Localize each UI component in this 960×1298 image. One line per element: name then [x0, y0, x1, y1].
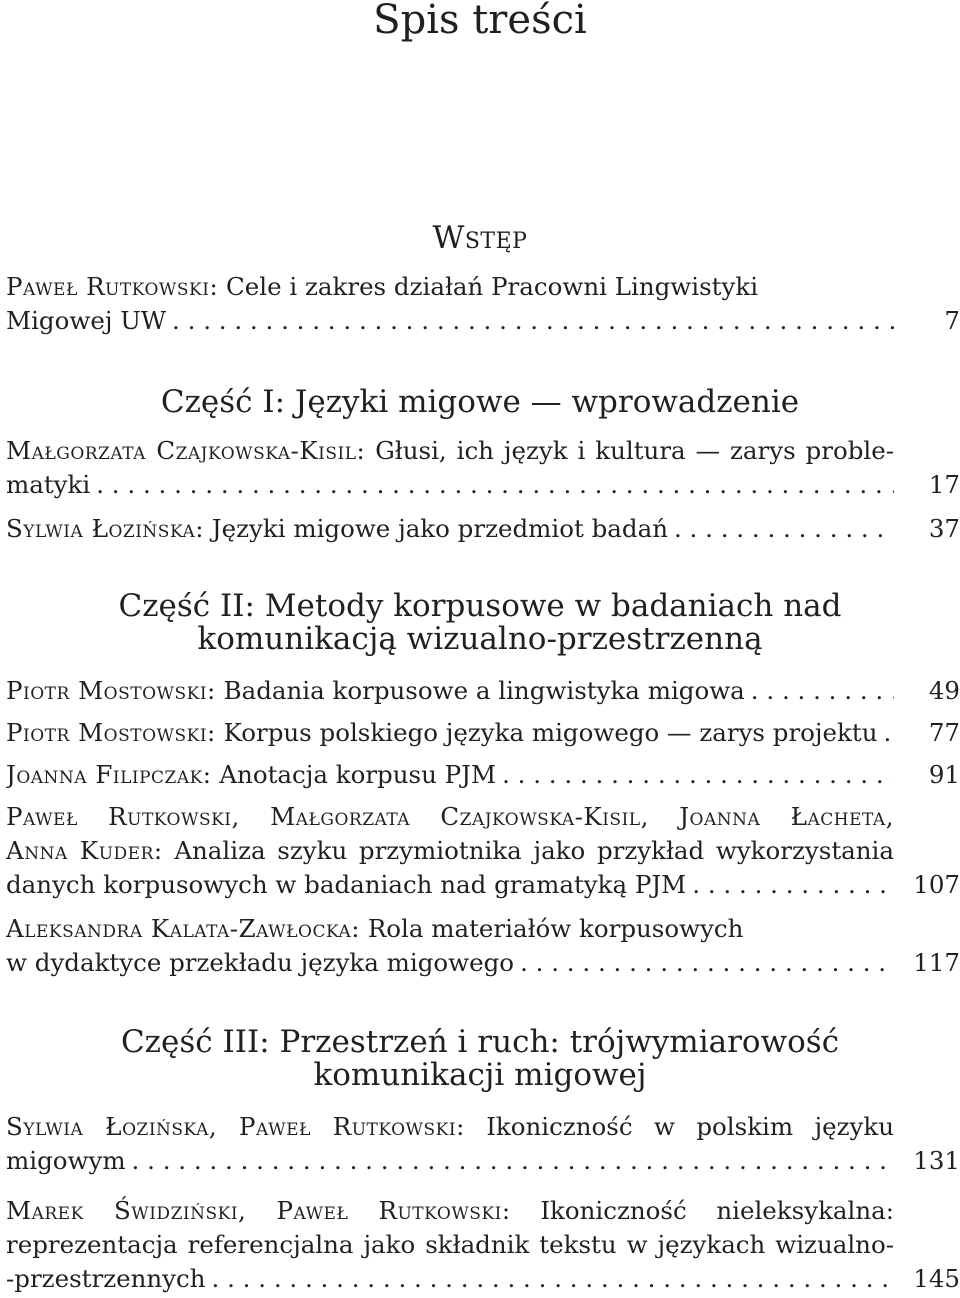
entry-title: Analiza szyku przymiotnika jako przykład wykorzystania	[174, 836, 894, 865]
entry-page-number: 77	[928, 718, 960, 747]
entry-author: Małgorzata Czajkowska-Kisil:	[6, 436, 366, 465]
entry-page-number: 49	[928, 676, 960, 705]
entry-title: matyki	[6, 470, 91, 499]
toc-entry	[6, 512, 894, 546]
dot-leader	[520, 946, 894, 980]
section-heading-part-1: Część I: Języki migowe — wprowadzenie	[160, 384, 800, 420]
entry-title: Anotacja korpusu PJM	[219, 760, 497, 789]
toc-entry	[6, 270, 894, 338]
entry-title: w dydaktyce przekładu języka migowego	[6, 948, 515, 977]
entry-title: migowym	[6, 1146, 126, 1175]
section-heading-intro: Wstęp	[432, 220, 528, 256]
entry-title: Badania korpusowe a lingwistyka migowa	[223, 676, 745, 705]
dot-leader	[502, 758, 894, 792]
entry-author: Aleksandra Kalata-Zawłocka:	[6, 914, 361, 943]
entry-title: Języki migowe jako przedmiot badań	[211, 514, 668, 543]
toc-entry	[6, 434, 894, 502]
toc-entry	[6, 758, 894, 792]
entry-author: Piotr Mostowski:	[6, 676, 216, 705]
entry-author: Joanna Filipczak:	[6, 760, 212, 789]
entry-title: -przestrzennych	[6, 1264, 206, 1293]
entry-author: Anna Kuder:	[6, 836, 163, 865]
entry-title: danych korpusowych w badaniach nad gramatyką PJM	[6, 870, 687, 899]
dot-leader	[692, 868, 894, 902]
entry-author: Marek Świdziński, Paweł Rutkowski:	[6, 1196, 511, 1225]
dot-leader	[172, 304, 894, 338]
dot-leader	[751, 674, 894, 708]
section-heading-part-3: Część III: Przestrzeń i ruch: trójwymiarowość komunikacji migowej	[120, 1024, 840, 1093]
entry-title: Migowej UW	[6, 306, 167, 335]
entry-page-number: 37	[928, 514, 960, 543]
toc-entry	[6, 674, 894, 708]
dot-leader	[212, 1262, 894, 1296]
dot-leader	[96, 468, 894, 502]
entry-title: Rola materiałów korpusowych	[367, 914, 744, 943]
entry-page-number: 91	[928, 760, 960, 789]
entry-page-number: 17	[928, 470, 960, 499]
entry-page-number: 131	[913, 1146, 960, 1175]
entry-author: Sylwia Łozińska, Paweł Rutkowski:	[6, 1112, 465, 1141]
entry-page-number: 145	[913, 1264, 960, 1293]
toc-entry	[6, 912, 894, 980]
entry-author: Paweł Rutkowski, Małgorzata Czajkowska-Kisil, Joanna Łacheta,	[6, 802, 894, 831]
dot-leader	[132, 1144, 894, 1178]
dot-leader	[884, 716, 895, 750]
entry-title: Ikoniczność nieleksykalna:	[540, 1196, 894, 1225]
section-heading-part-2: Część II: Metody korpusowe w badaniach nad komunikacją wizualno-przestrzenną	[118, 588, 842, 657]
page-title: Spis treści	[373, 0, 587, 43]
toc-entry	[6, 1194, 894, 1296]
entry-author: Piotr Mostowski:	[6, 718, 216, 747]
entry-title: Cele i zakres działań Pracowni Lingwistyki	[226, 272, 759, 301]
toc-entry	[6, 1110, 894, 1178]
dot-leader	[674, 512, 894, 546]
entry-page-number: 7	[944, 306, 960, 335]
entry-title: Ikoniczność w polskim języku	[486, 1112, 894, 1141]
entry-title: Korpus polskiego języka migowego — zarys projektu	[223, 718, 878, 747]
toc-entry	[6, 800, 894, 902]
entry-author: Sylwia Łozińska:	[6, 514, 204, 543]
entry-page-number: 117	[913, 948, 960, 977]
entry-page-number: 107	[913, 870, 960, 899]
entry-title: Głusi, ich język i kultura — zarys proble-	[375, 436, 894, 465]
entry-author: Paweł Rutkowski:	[6, 272, 219, 301]
entry-title: reprezentacja referencjalna jako składnik tekstu w językach wizualno-	[6, 1230, 894, 1259]
toc-entry	[6, 716, 894, 750]
